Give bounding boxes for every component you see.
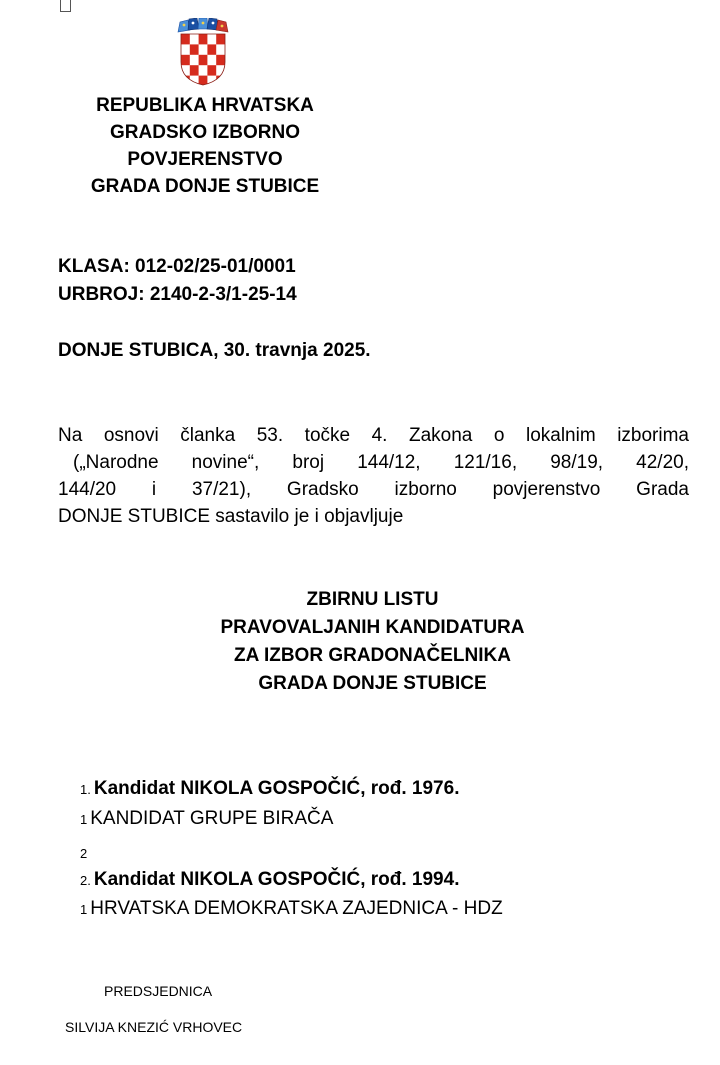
date: , 30. travnja 2025.	[213, 340, 371, 361]
candidate-entry	[80, 778, 459, 800]
urbroj-reference: URBROJ: 2140-2-3/1-25-14	[58, 284, 297, 305]
candidate-name: Kandidat NIKOLA GOSPOČIĆ, rođ. 1976.	[93, 778, 460, 799]
document-title	[150, 586, 595, 698]
croatian-coat-of-arms-icon	[176, 18, 230, 86]
paragraph-line: 144/20 i 37/21), Gradsko izborno povjerenstvo Grada	[58, 479, 689, 500]
place: DONJE STUBICA	[58, 340, 214, 361]
candidate-proposer	[80, 898, 503, 920]
title-line: PRAVOVALJANIH KANDIDATURA	[220, 617, 525, 638]
placeholder-glyph	[60, 0, 71, 12]
paragraph-line: DONJE STUBICE sastavilo je i objavljuje	[58, 506, 404, 527]
candidate-entry	[80, 869, 459, 891]
title-line: ZA IZBOR GRADONAČELNIKA	[234, 645, 511, 666]
place-and-date	[58, 340, 371, 362]
title-line: ZBIRNU LISTU	[306, 589, 439, 610]
candidate-number: 2.	[80, 873, 91, 888]
crown	[178, 18, 228, 32]
klasa-reference: KLASA: 012-02/25-01/0001	[58, 256, 296, 277]
proposer-mark: 1	[80, 902, 88, 917]
paragraph-line: („Narodne novine“, broj 144/12, 121/16, 98/19, 42/20,	[73, 452, 689, 473]
header-line: GRADA DONJE STUBICE	[90, 176, 320, 197]
separator-mark: 2	[80, 846, 88, 861]
proposer-name: KANDIDAT GRUPE BIRAČA	[90, 808, 334, 829]
candidate-name: Kandidat NIKOLA GOSPOČIĆ, rođ. 1994.	[93, 869, 460, 890]
header-line: POVJERENSTVO	[127, 149, 283, 170]
signatory-name: SILVIJA KNEZIĆ VRHOVEC	[65, 1019, 243, 1035]
candidate-number: 1.	[80, 782, 91, 797]
proposer-mark: 1	[80, 812, 88, 827]
proposer-name: HRVATSKA DEMOKRATSKA ZAJEDNICA - HDZ	[90, 898, 503, 919]
legal-basis-paragraph	[58, 422, 689, 530]
paragraph-line: Na osnovi članka 53. točke 4. Zakona o lokalnim izborima	[58, 425, 689, 446]
candidate-proposer	[80, 808, 333, 830]
header-line: GRADSKO IZBORNO	[110, 122, 300, 143]
header-line: REPUBLIKA HRVATSKA	[96, 95, 314, 116]
title-line: GRADA DONJE STUBICE	[258, 673, 487, 694]
issuer-header	[40, 92, 370, 200]
signatory-role: PREDSJEDNICA	[104, 983, 213, 999]
